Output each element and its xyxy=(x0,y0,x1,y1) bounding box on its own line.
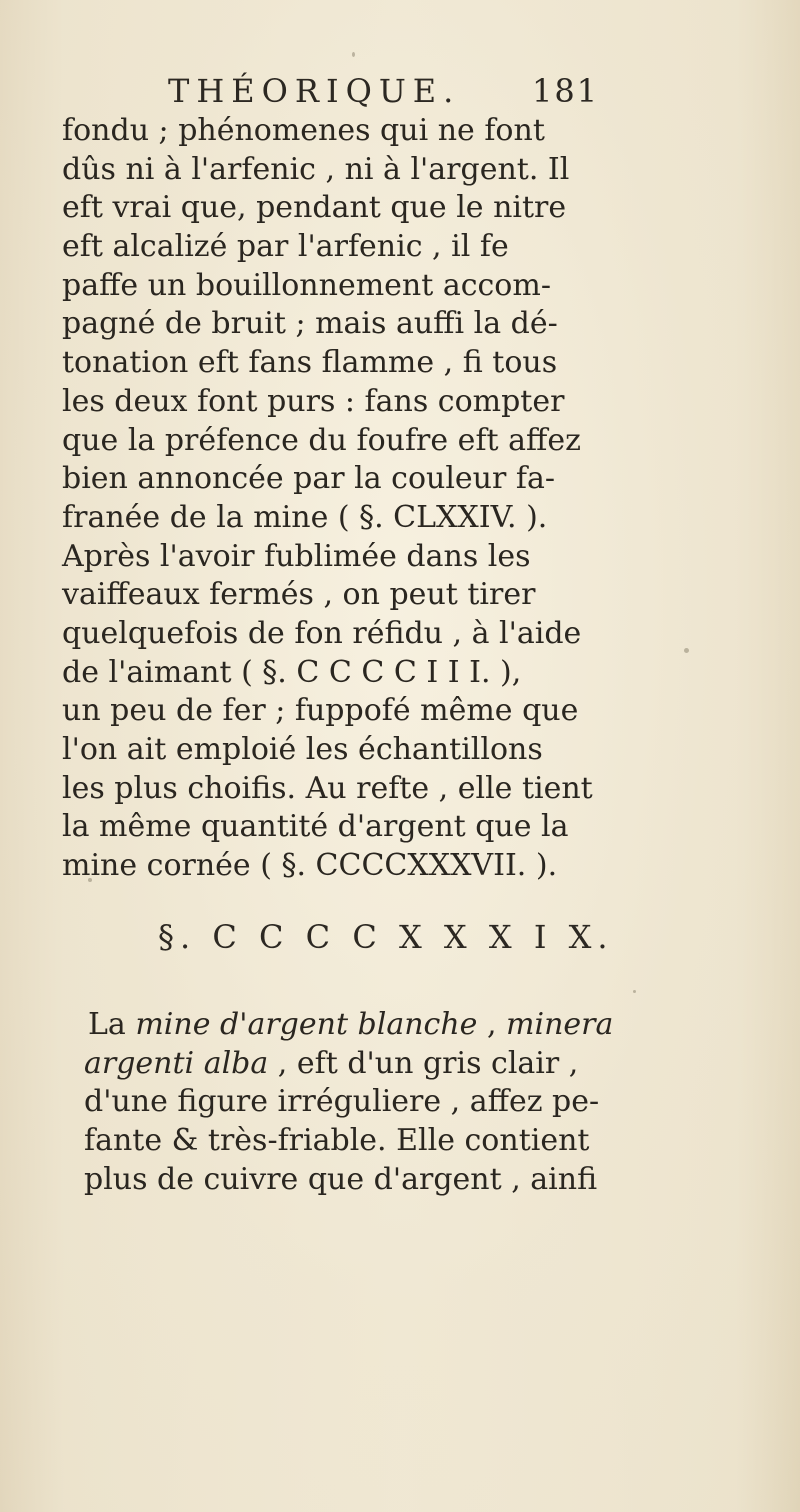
text-line: vaiffeaux fermés , on peut tirer xyxy=(62,577,536,613)
text-line: les deux font purs : fans compter xyxy=(62,383,565,419)
text-line: eft alcalizé par l'arfenic , il fe xyxy=(62,229,509,265)
text-run: , xyxy=(477,1007,507,1042)
paragraph-2 xyxy=(84,1006,688,1199)
text-line: un peu de fer ; fuppofé même que xyxy=(62,693,579,729)
text-line: de l'aimant ( §. C C C C I I I. ), xyxy=(62,654,522,690)
paper-speck xyxy=(684,648,689,653)
page-number: 181 xyxy=(532,72,600,110)
text-line: la même quantité d'argent que la xyxy=(62,809,569,845)
text-line: les plus choifis. Au refte , elle tient xyxy=(62,770,593,806)
text-line: Après l'avoir fublimée dans les xyxy=(62,538,531,574)
text-run: La xyxy=(88,1007,136,1042)
paper-speck xyxy=(118,1018,121,1021)
text-line: l'on ait emploié les échantillons xyxy=(62,732,543,767)
italic-latin-term: argenti alba xyxy=(84,1045,269,1081)
paper-speck xyxy=(633,990,636,993)
text-line: plus de cuivre que d'argent , ainfi xyxy=(84,1161,598,1197)
text-line: bien annoncée par la couleur fa- xyxy=(62,461,556,497)
text-line: tonation eft fans flamme , fi tous xyxy=(62,345,558,381)
text-line: que la préfence du foufre eft affez xyxy=(62,422,581,458)
italic-term: mine d'argent blanche xyxy=(135,1007,478,1042)
text-run: , eft d'un gris clair , xyxy=(268,1045,579,1081)
text-line: franée de la mine ( §. CLXXIV. ). xyxy=(62,499,548,535)
text-line: dûs ni à l'arfenic , ni à l'argent. Il xyxy=(62,151,570,187)
text-line: fondu ; phénomenes qui ne font xyxy=(62,113,545,148)
text-line: pagné de bruit ; mais auffi la dé- xyxy=(62,306,558,342)
paper-speck xyxy=(88,878,92,882)
text-line: d'une figure irréguliere , affez pe- xyxy=(84,1084,600,1120)
text-line: eft vrai que, pendant que le nitre xyxy=(62,190,567,226)
paper-speck xyxy=(352,52,355,57)
text-line: mine cornée ( §. CCCCXXXVII. ). xyxy=(62,848,558,884)
text-line xyxy=(88,1006,688,1045)
running-title: THÉORIQUE. xyxy=(168,72,461,110)
text-line: fante & très-friable. Elle contient xyxy=(84,1123,590,1159)
text-line: quelquefois de fon réfidu , à l'aide xyxy=(62,615,582,651)
italic-latin-term: minera xyxy=(506,1007,614,1042)
paragraph-1 xyxy=(62,112,662,886)
section-heading: §. C C C C X X X I X. xyxy=(158,918,614,956)
text-line: paffe un bouillonnement accom- xyxy=(62,267,551,303)
text-line xyxy=(84,1045,688,1084)
